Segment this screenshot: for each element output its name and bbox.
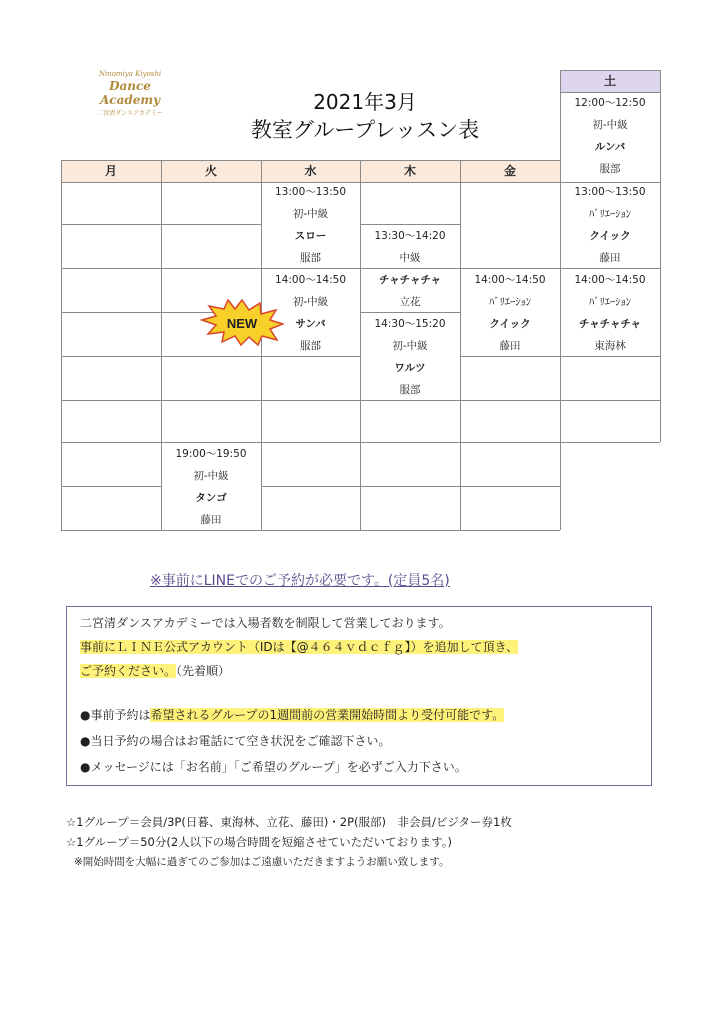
lesson-wed2-dance: サンバ — [295, 318, 326, 330]
lesson-thu2-dance: ワルツ — [394, 362, 426, 374]
new-badge-icon — [200, 298, 284, 346]
info-line1: 二宮清ダンスアカデミーでは入場者数を制限して営業しております。 — [80, 616, 451, 630]
info-line3-note: （先着順） — [176, 664, 231, 678]
lesson-tue1-level: 初-中級 — [193, 470, 229, 482]
lesson-thu1-teacher: 立花 — [399, 296, 421, 308]
lesson-thu1-time: 13:30～14:20 — [374, 230, 446, 242]
lesson-wed1-dance: スロー — [294, 230, 327, 242]
lesson-tue1-teacher: 藤田 — [200, 514, 222, 526]
info-line3 — [80, 662, 230, 679]
lesson-thu2-teacher: 服部 — [399, 384, 421, 396]
logo-line1: Ninomiya Kiyoshi — [98, 70, 162, 78]
lesson-sat3-time: 14:00～14:50 — [574, 274, 646, 286]
page-title: 教室グループレッスン表 — [250, 118, 480, 142]
info-line4 — [80, 706, 504, 723]
header-tue: 火 — [161, 160, 261, 182]
lesson-sat3-teacher: 東海林 — [594, 340, 626, 352]
lesson-wed2-level: 初-中級 — [292, 296, 329, 308]
info-line2-text: 事前にＬＩＮＥ公式アカウント（IDは【@４６４ｖｄｃｆｇ】）を追加して頂き、 — [80, 640, 519, 654]
lesson-thu1-dance: チャチャチャ — [378, 274, 442, 286]
info-line4-b: 希望されるグループの1週間前の営業開始時間より受付可能です。 — [150, 708, 505, 722]
lesson-wed1-time: 13:00～13:50 — [274, 186, 347, 198]
lesson-sat1-dance: ルンバ — [594, 141, 626, 153]
footer-line1: ☆1グループ＝会員/3P(日暮、東海林、立花、藤田)・2P(服部) 非会員/ビジター券1枚 — [66, 815, 512, 829]
academy-logo — [82, 70, 178, 117]
lesson-fri1-time: 14:00～14:50 — [474, 274, 546, 286]
lesson-sat1-time: 12:00～12:50 — [574, 97, 646, 109]
info-line3-highlight: ご予約ください。 — [80, 664, 177, 678]
lesson-wed1-teacher: 服部 — [300, 252, 321, 264]
header-thu: 木 — [360, 160, 460, 182]
header-fri: 金 — [460, 160, 560, 182]
lesson-sat2-dance: クイック — [589, 230, 631, 242]
lesson-sat2-time: 13:00～13:50 — [574, 186, 646, 198]
lesson-sat1-level: 初-中級 — [592, 119, 628, 131]
info-line6: ●メッセージには「お名前」「ご希望のグループ」を必ずご入力下さい。 — [80, 760, 467, 774]
lesson-sat3-level: ﾊﾞﾘｴｰｼｮﾝ — [589, 296, 631, 308]
lesson-fri1-level: ﾊﾞﾘｴｰｼｮﾝ — [489, 296, 531, 308]
lesson-sat3-dance: チャチャチャ — [578, 318, 642, 330]
lesson-thu1-level: 中級 — [399, 252, 421, 264]
lesson-sat2-teacher: 藤田 — [599, 252, 621, 264]
lesson-wed2-time: 14:00～14:50 — [274, 274, 347, 286]
footer-line2: ☆1グループ＝50分(2人以下の場合時間を短縮させていただいております。) — [66, 835, 452, 849]
page-title-month: 2021年3月 — [313, 90, 417, 114]
logo-line2: Dance Academy — [99, 79, 161, 107]
logo-line3: 二宮清ダンスアカデミー — [97, 110, 163, 117]
lesson-fri1-teacher: 藤田 — [499, 340, 521, 352]
lesson-tue1-dance: タンゴ — [195, 492, 227, 504]
lesson-fri1-dance: クイック — [489, 318, 531, 330]
header-wed: 水 — [261, 160, 360, 182]
info-line2 — [80, 638, 518, 655]
header-mon: 月 — [61, 160, 161, 182]
header-sat: 土 — [560, 70, 660, 92]
info-line4-a: ●事前予約は — [80, 708, 151, 722]
footer-line3: ※開始時間を大幅に過ぎてのご参加はご遠慮いただきますようお願い致します。 — [74, 856, 450, 868]
lesson-wed1-level: 初-中級 — [292, 208, 329, 220]
info-line5: ●当日予約の場合はお電話にて空き状況をご確認下さい。 — [80, 734, 391, 748]
lesson-sat2-level: ﾊﾞﾘｴｰｼｮﾝ — [589, 208, 631, 220]
lesson-thu2-time: 14:30～15:20 — [374, 318, 446, 330]
reservation-notice: ※事前にLINEでのご予約が必要です。(定員5名) — [150, 573, 450, 589]
lesson-tue1-time: 19:00～19:50 — [175, 448, 247, 460]
lesson-sat1-teacher: 服部 — [599, 163, 621, 175]
lesson-thu2-level: 初-中級 — [392, 340, 428, 352]
lesson-wed2-teacher: 服部 — [300, 340, 321, 352]
new-badge-label: NEW — [226, 316, 258, 331]
